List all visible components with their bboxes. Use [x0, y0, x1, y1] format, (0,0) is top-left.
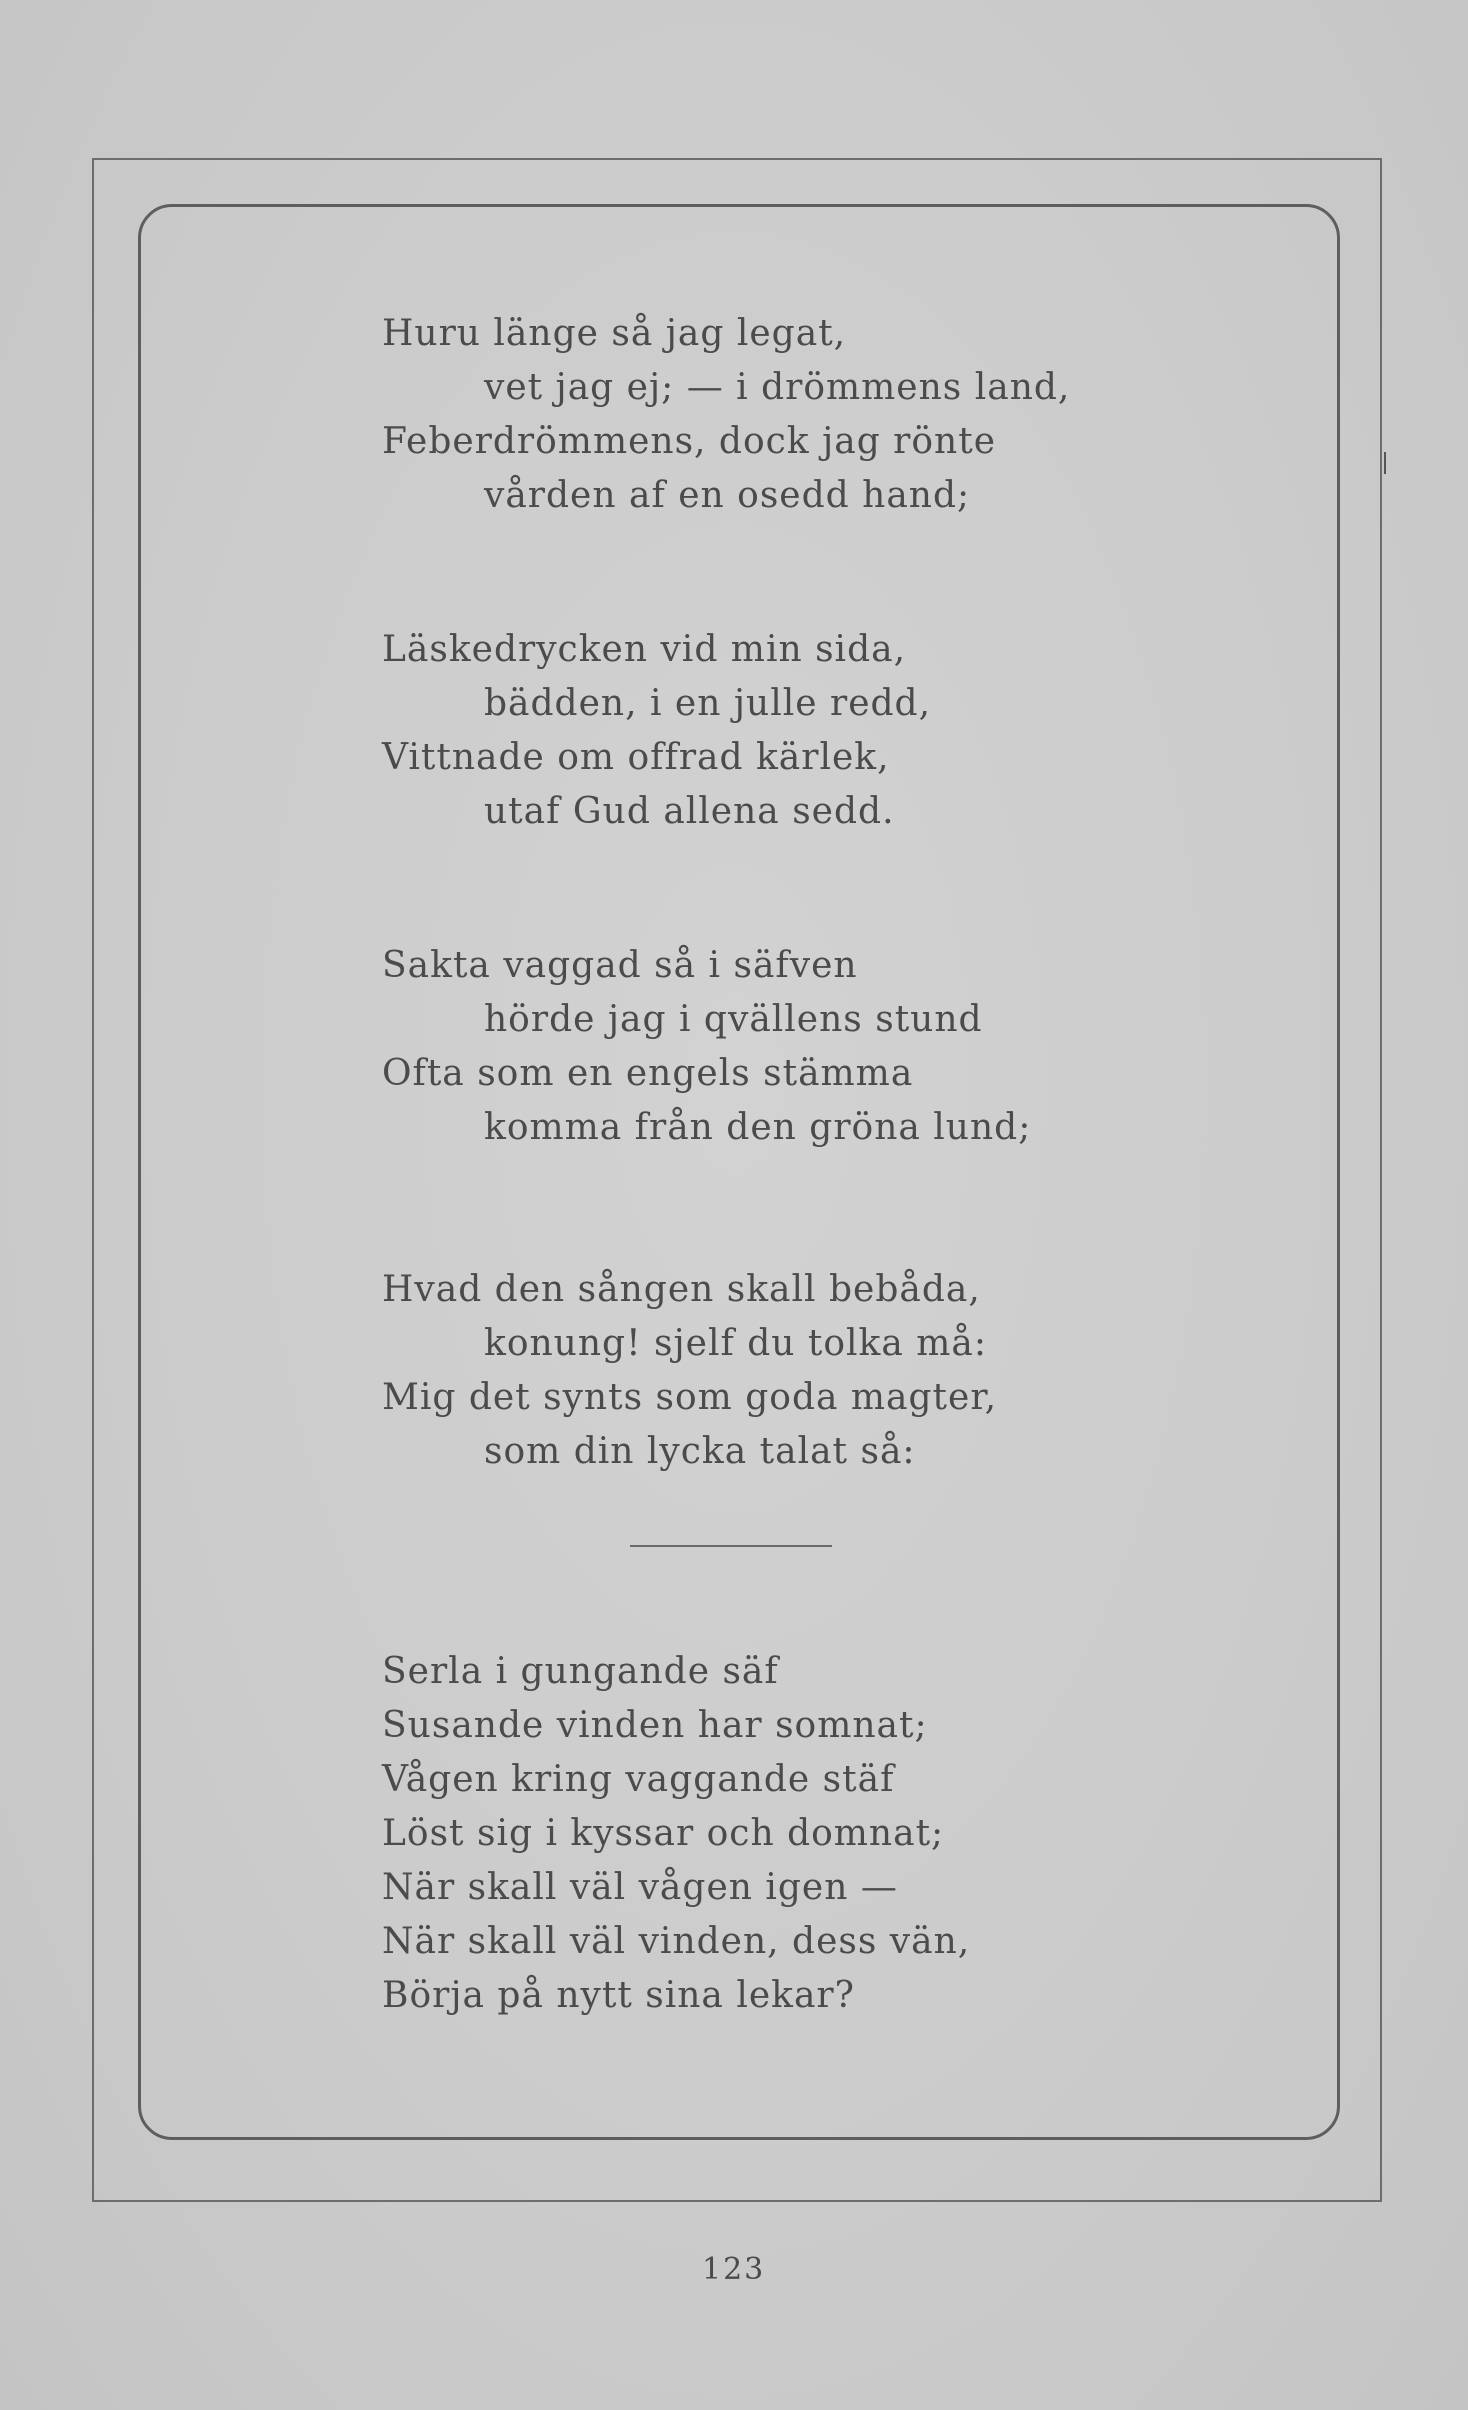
poem-line: Vittnade om offrad kärlek, — [382, 737, 890, 778]
poem-line: Sakta vaggad så i säfven — [382, 945, 858, 986]
poem-line: komma från den gröna lund; — [484, 1107, 1032, 1148]
poem-line: Serla i gungande säf — [382, 1651, 779, 1692]
poem-line: När skall väl vågen igen — — [382, 1867, 898, 1908]
poem-line: Hvad den sången skall bebåda, — [382, 1269, 981, 1310]
poem-line: vet jag ej; — i drömmens land, — [484, 367, 1071, 408]
section-divider — [630, 1545, 832, 1547]
poem-line: konung! sjelf du tolka må: — [484, 1323, 987, 1364]
poem-line: Läskedrycken vid min sida, — [382, 629, 907, 670]
poem-line: Vågen kring vaggande stäf — [382, 1759, 895, 1800]
poem-line: När skall väl vinden, dess vän, — [382, 1921, 971, 1962]
poem-line: Ofta som en engels stämma — [382, 1053, 914, 1094]
poem-line: Börja på nytt sina lekar? — [382, 1975, 855, 2016]
poem-line: vården af en osedd hand; — [484, 475, 971, 516]
poem-line: utaf Gud allena sedd. — [484, 791, 895, 832]
page-number: 123 — [702, 2252, 766, 2287]
poem-line: Mig det synts som goda magter, — [382, 1377, 998, 1418]
poem-line: som din lycka talat så: — [484, 1431, 916, 1472]
poem-line: Feberdrömmens, dock jag rönte — [382, 421, 997, 462]
poem-line: Huru länge så jag legat, — [382, 313, 847, 354]
poem-line: bädden, i en julle redd, — [484, 683, 932, 724]
poem-line: Löst sig i kyssar och domnat; — [382, 1813, 945, 1854]
poem-line: hörde jag i qvällens stund — [484, 999, 983, 1040]
poem-line: Susande vinden har somnat; — [382, 1705, 928, 1746]
